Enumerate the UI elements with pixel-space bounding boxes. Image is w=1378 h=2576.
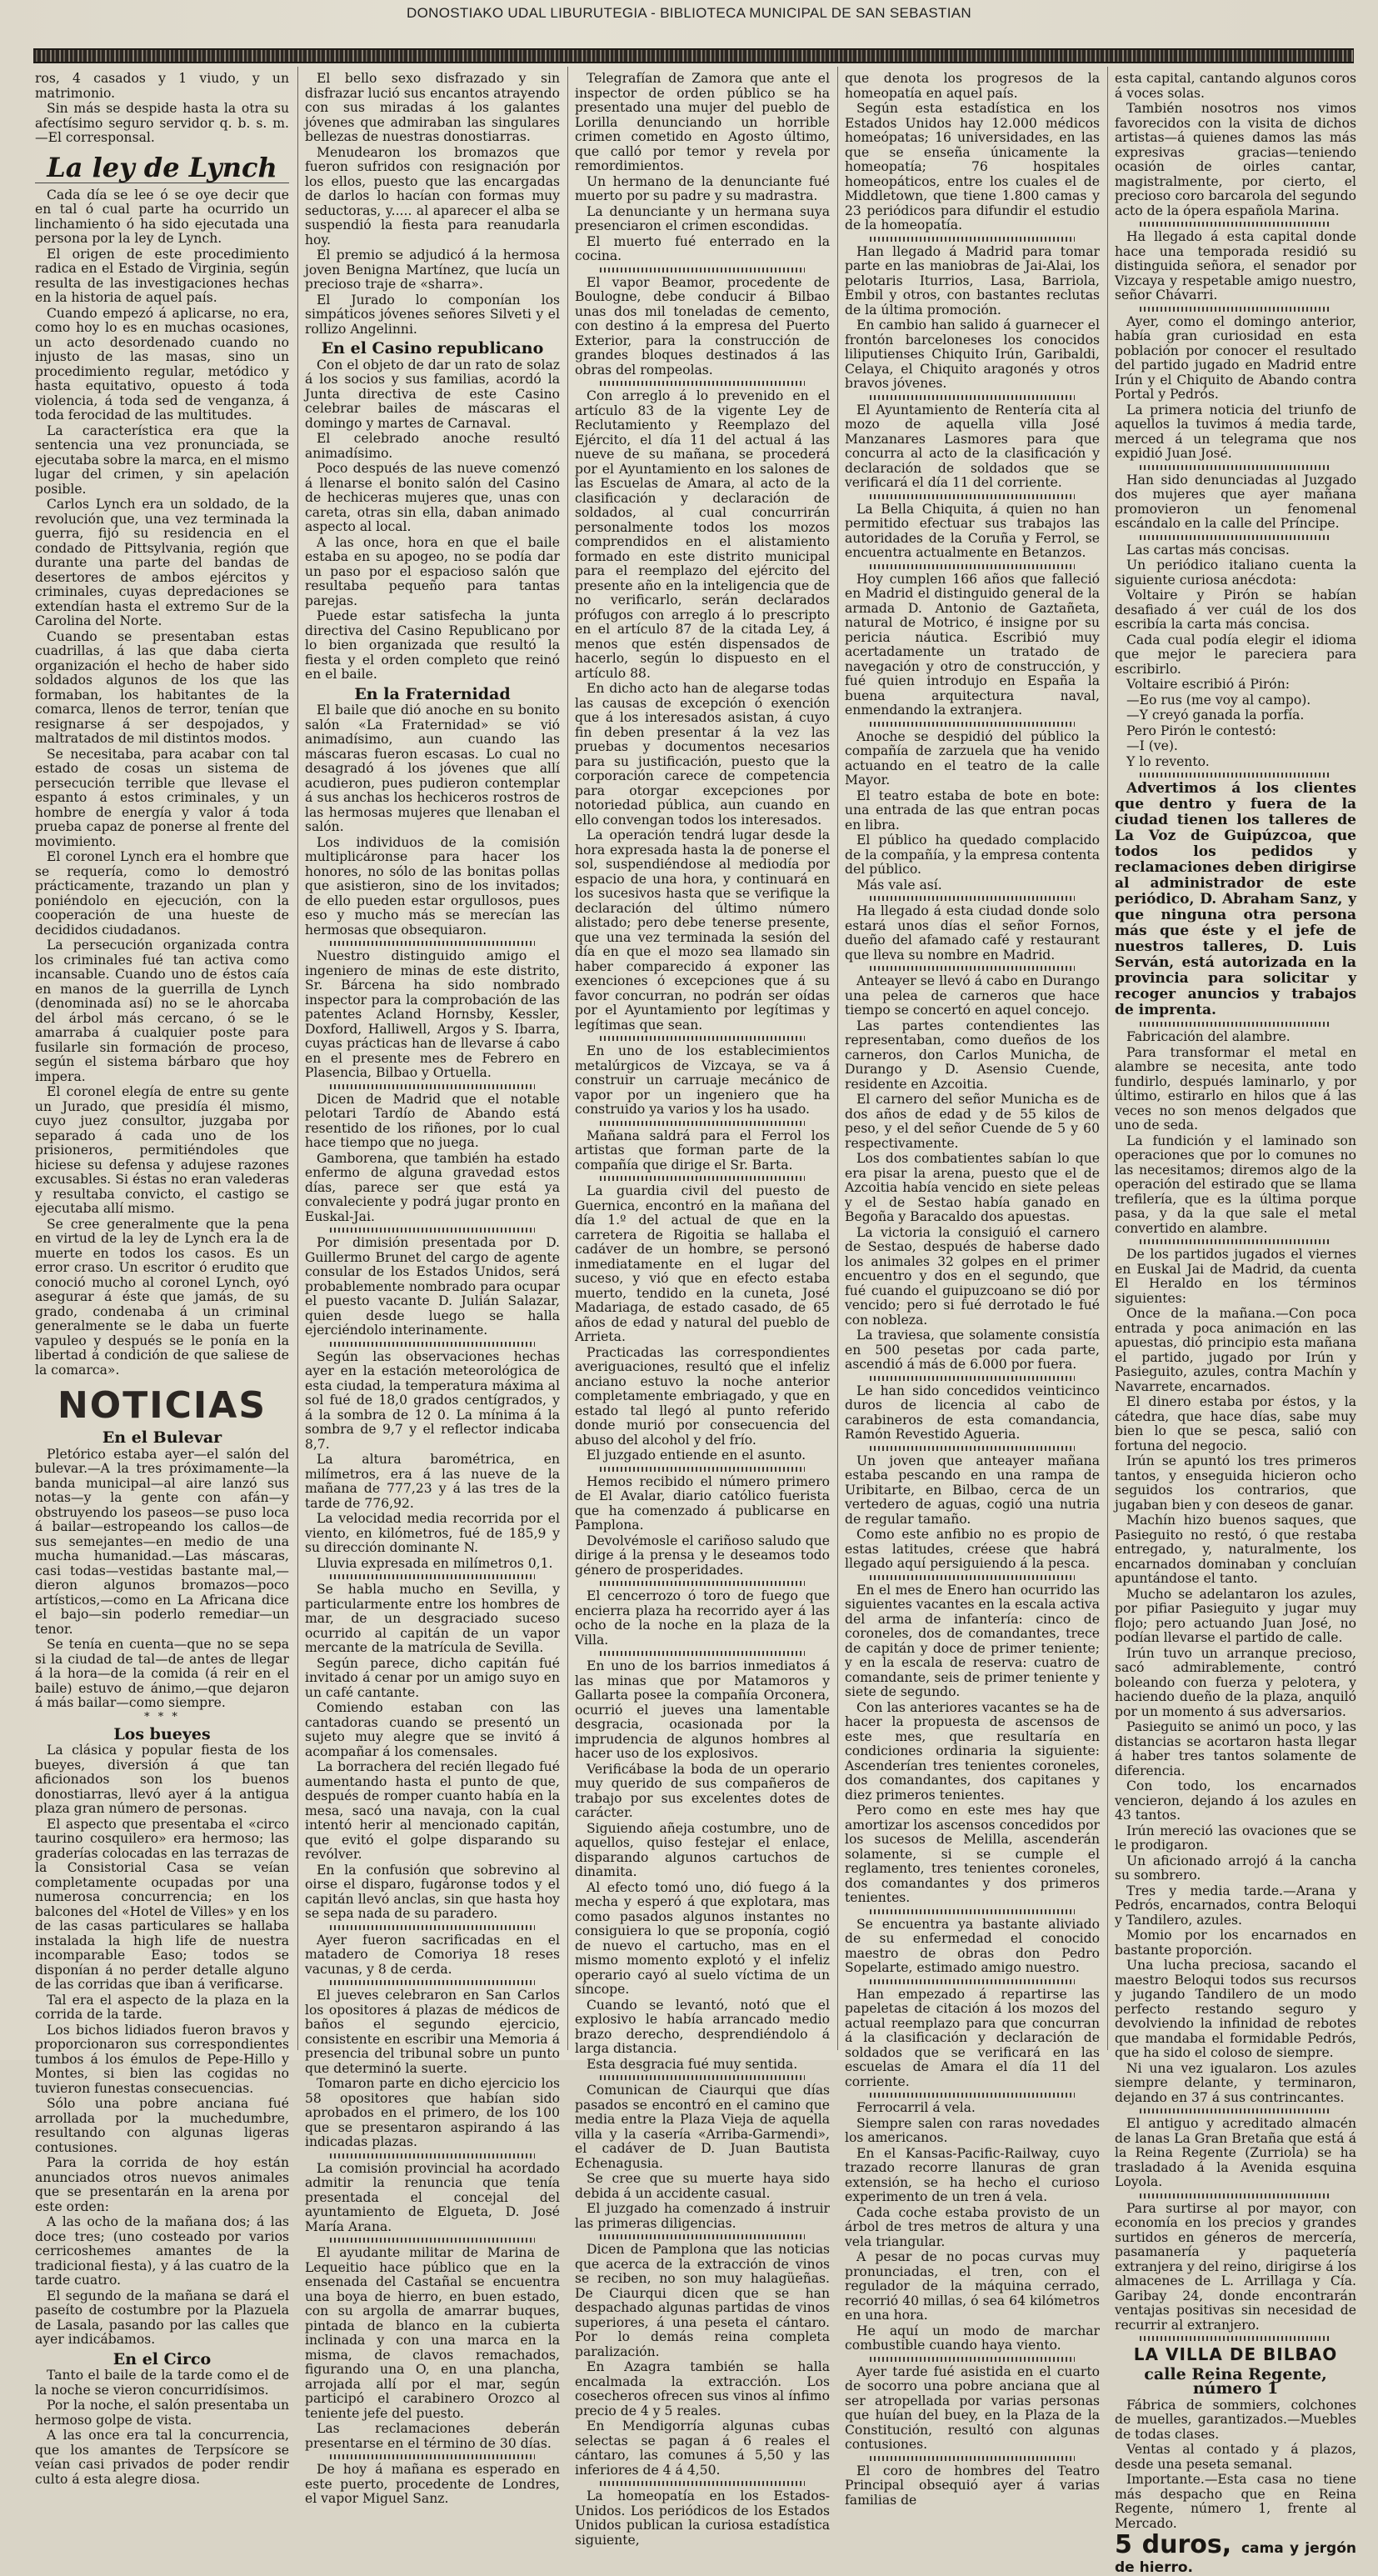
paragraph: La victoria la consiguió el carnero de Sestao, después de haberse dado los animales 32 golpes en el primer encuentro y dos en el segundo, que fué cuando el guipuzcoano se dió por vencido; pero si fué derrotado le fué con nobleza. [845,1224,1100,1328]
paragraph: De hoy á mañana es esperado en este puerto, procedente de Londres, el vapor Miguel Sanz. [305,2462,560,2506]
separator-rule [600,1581,805,1586]
separator-rule [330,1980,535,1985]
paragraph: A las ocho de la mañana dos; á las doce tres; (uno costeado por varios cerricoshemes amantes de la tradicional fiesta), y á las cuatro de la tarde cuatro. [35,2214,289,2288]
column-4 [845,71,1100,2508]
ad-price [1115,2530,1356,2576]
paragraph: Verificábase la boda de un operario muy querido de sus compañeros de trabajo por sus excelentes dotes de carácter. [575,1761,830,1820]
paragraph: En uno de los barrios inmediatos á las minas que por Matamoros y Gallarta posee la compañía Orconera, ocurrió el jueves una lamentable desgracia, ocasionada por la imprudencia de algunos hombres al hacer uso de los explosivos. [575,1658,830,1761]
separator-rule [870,966,1075,971]
paragraph: Gamborena, que también ha estado enfermo de alguna gravedad estos días, parece ser que está ya convaleciente y podrá jugar pronto en Euskal-Jai. [305,1150,560,1224]
paragraph: La característica era que la sentencia una vez pronunciada, se ejecutaba sobre la marca, en el mismo lugar del crimen, y sin apelación posible. [35,423,289,497]
separator-rule [600,2075,805,2080]
subheading: En el Bulevar [102,1428,222,1447]
section-title-ley-de-lynch: La ley de Lynch [35,153,289,183]
separator-rule [600,2234,805,2239]
paragraph: A las once, hora en que el baile estaba en su apogeo, no se podía dar un paso por el espacioso salón que resultaba pequeño para tantas parejas. [305,534,560,608]
paragraph: Sólo una pobre anciana fué arrollada por la muchedumbre, resultando con algunas ligeras contusiones. [35,2096,289,2155]
separator-rule [1140,2108,1331,2113]
separator-rule [330,1342,535,1347]
paragraph: Voltaire escribió á Pirón: [1126,677,1290,692]
paragraph: En dicho acto han de alegarse todas las causas de excepción ó exención que á los interesados asistan, á cuyo fin deben presentar á la vez las pruebas y documentos necesarios para su justificación, puesto que la corporación carece de competencia para otorgar excepciones por notoriedad pública, aun cuando en ello convengan todos los interesados. [575,681,830,828]
separator-rule [330,1925,535,1930]
paragraph: Ventas al contado y á plazos, desde una peseta semanal. [1115,2442,1356,2472]
paragraph: La clásica y popular fiesta de los bueyes, diversión á que tan aficionados son los buenos donostiarras, llevó ayer á la antigua plaza gran número de personas. [35,1743,289,1816]
paragraph: El celebrado anoche resultó animadísimo. [305,431,560,461]
paragraph: El antiguo y acreditado almacén de lanas La Gran Bretaña que está á la Reina Regente (Zurriola) se ha trasladado á la Avenida esquina Loyola. [1115,2116,1356,2189]
paragraph: Un joven que anteayer mañana estaba pescando en una rampa de Uribitarte, en Bilbao, cerca de un vertedero de aguas, cogió una nutria de regular tamaño. [845,1453,1100,1527]
paragraph: Anoche se despidió del público la compañía de zarzuela que ha venido actuando en el teatro de la calle Mayor. [845,728,1100,788]
paragraph: Momio por los encarnados en bastante proporción. [1115,1928,1356,1958]
paragraph: Un periódico italiano cuenta la siguiente curiosa anécdota: [1115,558,1356,588]
separator-rule [330,1574,535,1579]
column-rule [837,67,838,2050]
paragraph: Fábrica de sommiers, colchones de muelles, garantizados.—Muebles de todas clases. [1115,2397,1356,2442]
separator-rule [870,2456,1075,2461]
paragraph: Y lo revento. [1126,753,1210,769]
separator-rule [600,1036,805,1041]
separator-rule [870,564,1075,569]
paragraph: Cuando empezó á aplicarse, no era, como hoy lo es en muchas ocasiones, un acto desordenado cuando no injusto de las masas, sino un procedimiento regular, metódico y hasta equitativo, opuesto á toda violencia, á toda sed de venganza, á toda ferocidad de las multitudes. [35,305,289,423]
paragraph: La fundición y el laminado son operaciones que por lo comunes no las necesitamos; diremos algo de la operación del estirado que se llama trefilería, que es la última porque pasa, y da la que sale el metal convertido en alambre. [1115,1133,1356,1236]
separator-rule [870,722,1075,727]
paragraph: Pero como en este mes hay que amortizar los ascensos concedidos por los sucesos de Melilla, ascenderán solamente, si se cumple el reglamento, tres tenientes coroneles, dos comandantes y dos primeros tenientes. [845,1803,1100,1905]
paragraph: Los dos combatientes sabían lo que era pisar la arena, puesto que el de Azcoitia había vencido en siete peleas y el de Sestao había ganado en Begoña y Baracaldo dos apuestas. [845,1151,1100,1224]
paragraph: En Mendigorría algunas cubas selectas se pagan á 6 reales el cántaro, las comunes á 5,50 y las inferiores de 4 á 4,50. [575,2418,830,2478]
paragraph: También nosotros nos vimos favorecidos con la visita de dichos artistas—á quienes damos las más expresivas gracias—teniendo ocasión de oirles cantar, magistralmente, por cierto, el precioso coro barcarola del segundo acto de la ópera española Marina. [1115,101,1356,218]
paragraph: Devolvémosle el cariñoso saludo que dirige á la prensa y le deseamos todo género de prosperidades. [575,1533,830,1578]
paragraph: Los bichos lidiados fueron bravos y proporcionaron sus correspondientes tumbos á los émulos de Pepe-Hillo y Montes, si bien las cogidas no tuvieron funestas consecuencias. [35,2022,289,2096]
paragraph: El origen de este procedimiento radica en el Estado de Virginia, según resulta de las investigaciones hechas en la historia de aquel país. [35,246,289,305]
paragraph: El bello sexo disfrazado y sin disfrazar lució sus encantos atrayendo con sus miradas á los galantes jóvenes que admiraban las singulares bellezas de nuestras donostiarras. [305,71,560,144]
separator-rule [1140,2336,1331,2341]
paragraph: que denota los progresos de la homeopatía en aquel país. [845,71,1100,101]
paragraph: El ayudante militar de Marina de Lequeitio hace público que en la ensenada del Castañal se encuentra una boya de hierro, en buen estado, con su argolla de amarrar buques, pintada de blanco en la cubierta inclinada y con una marca en la misma, de clavos remachados, figurando una O, en una plancha, arrojada allí por el mar, según participó el carabinero Orozco al teniente jefe del puesto. [305,2245,560,2421]
paragraph: Nuestro distinguido amigo el ingeniero de minas de este distrito, Sr. Bárcena ha sido nombrado inspector para la comprobación de las patentes Acland Hornsby, Kessler, Doxford, Halliwell, Argos y S. Ibarra, cuyas prácticas han de llevarse á cabo en el presente mes de Febrero en Plasencia, Bilbao y Ortuella. [305,948,560,1080]
paragraph: El aspecto que presentaba el «circo taurino cosquilero» era hermoso; las graderías colocadas en las terrazas de la Consistorial Casa se veían completamente ocupadas por una numerosa concurrencia; en los balcones del «Hotel de Villes» y en los de las casas particulares se hallaba instalada la high life de nuestra incomparable Easo; todos se disponían á no perder detalle alguno de las corridas que iban á verificarse. [35,1816,289,1992]
paragraph: Dicen de Madrid que el notable pelotari Tardío de Abando está resentido de los riñones, por lo cual hace tiempo que no juega. [305,1091,560,1150]
paragraph: Para surtirse al por mayor, con economía en los precios y grandes surtidos en géneros de mercería, pasamanería y paquetería extranjera y del reino, dirigirse á los almacenes de L. Arrillaga y Cía. Garibay 24, donde encontrarán ventajas positivas sin necesidad de recurrir al extranjero. [1115,2200,1356,2333]
separator-rule [330,2454,535,2459]
paragraph: En la confusión que sobrevino al oirse el disparo, fugáronse todos y el capitán llevó anclas, sin que hasta hoy se sepa nada de su paradero. [305,1862,560,1921]
paragraph: Tomaron parte en dicho ejercicio los 58 opositores que habían sido aprobados en el primero, de los 100 que se presentaron aspirando á las indicadas plazas. [305,2076,560,2149]
paragraph: —Eo rus (me voy al campo). [1126,692,1311,708]
paragraph: Hoy cumplen 166 años que falleció en Madrid el distinguido general de la armada D. Antonio de Gaztañeta, natural de Motrico, é insigne por su pericia náutica. Escribió muy acertadamente un tratado de navegación y otro de construcción, y fué quien introdujo en España la buena arquitectura naval, enmendando la extranjera. [845,571,1100,718]
separator-rule [1140,1022,1331,1027]
paragraph: En el Kansas-Pacific-Railway, cuyo trazado recorre llanuras de gran extensión, se ha hecho el curioso experimento de un tren á vela. [845,2145,1100,2204]
paragraph: El público ha quedado complacido de la compañía, y la empresa contenta del público. [845,833,1100,877]
paragraph: Una lucha preciosa, sacando el maestro Beloqui todos sus recursos y jugando Tandilero de un modo perfecto restando seguro y devolviendo la infinidad de rebotes que mandaba el formidable Pedrós, que ha sido el coloso de siempre. [1115,1958,1356,2060]
paragraph: Ayer fueron sacrificadas en el matadero de Comoriya 18 reses vacunas, y 8 de cerda. [305,1932,560,1977]
paragraph: El segundo de la mañana se dará el paseíto de costumbre por la Plazuela de Lasala, pasando por las calles que ayer indicábamos. [35,2288,289,2347]
paragraph: Ayer, como el domingo anterior, había gran curiosidad en esta población por conocer el resultado del partido jugado en Madrid entre Irún y el Chiquito de Abando contra Portal y Pedrós. [1115,313,1356,402]
paragraph: La homeopatía en los Estados-Unidos. Los periódicos de los Estados Unidos publican la curiosa estadística siguiente, [575,2488,830,2548]
column-3 [575,71,830,2548]
paragraph: Pasieguito se animó un poco, y las distancias se acortaron hasta llegar á haber tres tantos solamente de diferencia. [1115,1719,1356,1778]
separator-rule [870,1979,1075,1984]
paragraph: —I (ve). [1126,738,1178,753]
paragraph: Se tenía en cuenta—que no se sepa si la ciudad de tal—de antes de llegar á la hora—de la comida (á reir en el baile) estuvo de ánimo,—que dejaron á más bailar—como siempre. [35,1637,289,1710]
separator-rule [870,1376,1075,1381]
paragraph: Le han sido concedidos veinticinco duros de licencia al cabo de carabineros de esta comandancia, Ramón Revestido Agueria. [845,1383,1100,1442]
column-rule [1107,67,1108,2050]
ad-title: LA VILLA DE BILBAO [1133,2344,1338,2364]
paragraph: Cada coche estaba provisto de un árbol de tres metros de altura y una vela triangular. [845,2204,1100,2249]
paragraph: La borrachera del recién llegado fué aumentando hasta el punto de que, después de romper cuanto había en la mesa, sacó una navaja, con la cual intentó herir al mencionado capitán, que evitó el golpe disparando su revólver. [305,1759,560,1862]
paragraph: Siguiendo añeja costumbre, uno de aquellos, quiso festejar el enlace, disparando algunos cartuchos de dinamita. [575,1820,830,1879]
separator-rule [330,941,535,946]
paragraph: Dicen de Pamplona que las noticias que acerca de la extracción de vinos se reciben, no son muy halagüeñas. De Ciaurqui dicen que se han despachado algunas partidas de vinos superiores, á una peseta el cántaro. Por lo demás reina completa paralización. [575,2242,830,2359]
paragraph: Irún tuvo un arranque precioso, sacó admirablemente, contró boleando con fuerza y pelotera, y haciendo dueño de la plaza, anquiló por un momento á sus adversarios. [1115,1645,1356,1719]
separator-rule [1140,307,1331,312]
paragraph: Tal era el aspecto de la plaza en la corrida de la tarde. [35,1992,289,2022]
paragraph: Según esta estadística en los Estados Unidos hay 12.000 médicos homeópatas; 16 universidades, en las que se enseña únicamente la homeopatía; 76 hospitales homeopáticos, entre los cuales el de Middletown, que tiene 1.800 camas y 23 periódicos para difundir el estudio de la homeopatía. [845,101,1100,233]
separator-rule [600,1121,805,1126]
paragraph: Para transformar el metal en alambre se necesita, ante todo fundirlo, después laminarlo, y por último, estirarlo en hilos que á las veces no son menos delgados que uno de seda. [1115,1044,1356,1133]
paragraph: Puede estar satisfecha la junta directiva del Casino Republicano por lo bien organizada que resultó la fiesta y el orden completo que reinó en el baile. [305,608,560,682]
paragraph: La denunciante y un hermana suya presenciaron el crimen escondidas. [575,203,830,233]
paragraph: A pesar de no pocas curvas muy pronunciadas, el tren, con el regulador de la máquina cerrado, recorrió 40 millas, ó sea 64 kilómetros en una hora. [845,2249,1100,2323]
paragraph: Ni una vez igualaron. Los azules siempre delante, y terminaron, dejando en 37 á sus contrincantes. [1115,2060,1356,2105]
paragraph: Se necesitaba, para acabar con tal estado de cosas un sistema de persecución terrible que llevase el espanto á estos criminales, y un hombre de energía y valor á toda prueba capaz de ponerse al frente del movimiento. [35,746,289,849]
separator-rule [1140,773,1331,778]
separator-rule [870,896,1075,901]
library-banner: DONOSTIAKO UDAL LIBURUTEGIA - BIBLIOTECA MUNICIPAL DE SAN SEBASTIAN [407,5,971,21]
separator-rule [600,1176,805,1181]
subheading: En la Fraternidad [354,684,511,703]
subheading: En el Circo [112,2349,212,2368]
paragraph: Para la corrida de hoy están anunciados otros nuevos animales que se presentarán en la arena por este orden: [35,2155,289,2214]
paragraph: En el mes de Enero han ocurrido las siguientes vacantes en la escala activa del arma de infantería: cinco de coroneles, dos de comandantes, trece de capitán y doce de primer teniente; y en la escala de reserva: cuatro de comandante, seis de primer teniente y siete de segundo. [845,1582,1100,1699]
paragraph: El baile que dió anoche en su bonito salón «La Fraternidad» se vió animadísimo, aun cuando las máscaras fueron escasas. Lo cual no desagradó á los jóvenes que allí acudieron, pues pudieron contemplar á sus anchas los hechiceros rostros de las hermosas mujeres que llenaban el salón. [305,703,560,834]
separator-rule [1140,1239,1331,1244]
paragraph: Irún mereció las ovaciones que se le prodigaron. [1115,1823,1356,1853]
paragraph: El juzgado entiende en el asunto. [587,1448,806,1463]
paragraph: Fabricación del alambre. [1126,1029,1291,1044]
separator-rule [330,2238,535,2243]
paragraph: Las cartas más concisas. [1126,542,1290,558]
paragraph: Telegrafían de Zamora que ante el inspector de orden público se ha presentado una mujer del pueblo de Lorilla denunciando un horrible crimen cometido en Agosto último, que calló por temor y revela por remordimientos. [575,71,830,173]
separator-rule [330,2153,535,2158]
paragraph: En uno de los establecimientos metalúrgicos de Vizcaya, se va á construir un carruaje mecánico de vapor por un ingeniero que ha construido ya varios y los ha usado. [575,1043,830,1117]
subheading: Los bueyes [113,1724,211,1743]
paragraph: Por dimisión presentada por D. Guillermo Brunet del cargo de agente consular de los Estados Unidos, será probablemente nombrado para ocupar el puesto vacante D. Julián Salazar, quien desde luego se halla ejerciéndolo interinamente. [305,1235,560,1338]
paragraph: La velocidad media recorrida por el viento, en kilómetros, fué de 185,9 y su dirección dominante N. [305,1511,560,1555]
paragraph: Esta desgracia fué muy sentida. [587,2056,798,2072]
paragraph: Con todo, los encarnados vencieron, dejando á los azules en 43 tantos. [1115,1778,1356,1823]
paragraph: La comisión provincial ha acordado admitir la renuncia que tenía presentada el concejal del ayuntamiento de Elgueta, D. José María Arana. [305,2160,560,2234]
paragraph: Se encuentra ya bastante aliviado de su enfermedad el conocido maestro de obras don Pedro Sopelarte, estimado amigo nuestro. [845,1916,1100,1975]
column-rule [297,67,298,2050]
paragraph: Ayer tarde fué asistida en el cuarto de socorro una pobre anciana que al ser atropellada por varias personas que huían del buey, en la Plaza de la Constitución, resultó con algunas contusiones. [845,2363,1100,2452]
paragraph: En cambio han salido á guarnecer el frontón barceloneses los conocidos liliputienses Chiquito Irún, Garibaldi, Celaya, el Chiquito aragonés y otros bravos jóvenes. [845,318,1100,391]
separator-rule [330,1228,535,1233]
paragraph: Menudearon los bromazos que fueron sufridos con resignación por los ellos, puesto que las encargadas de darlos lo hacían con formas muy seductoras, y..... al aparecer el alba se suspendió la fiesta para reanudarla hoy. [305,144,560,248]
ad-price-amount: 5 duros, [1115,2530,1232,2559]
masthead-rule [33,48,1354,63]
paragraph: Un aficionado arrojó á la cancha su sombrero. [1115,1853,1356,1883]
paragraph: He aquí un modo de marchar combustible cuando haya viento. [845,2323,1100,2353]
separator-rule [870,494,1075,499]
paragraph: Con arreglo á lo prevenido en el artículo 83 de la vigente Ley de Reclutamiento y Reemplazo del Ejército, el día 11 del actual á las nueve de su mañana, se procederá por el Ayuntamiento en los salones de las Escuelas de Amara, al acto de la clasificación y declaración de soldados, al cual concurrirán personalmente todos los mozos comprendidos en el alistamiento formado en este distrito municipal para el reemplazo del ejército del presente año en la inteligencia que de no verificarlo, serán declarados prófugos con arreglo á lo prescripto en el artículo 87 de la citada Ley, á menos que estén dispensados de hacerlo, según lo dispuesto en el artículo 88. [575,388,830,681]
paragraph: Comunican de Ciaurqui que días pasados se encontró en el camino que media entre la Plaza Vieja de aquella villa y la casería «Arriba-Garmendi», el cadáver de D. Juan Bautista Echenagusia. [575,2083,830,2171]
paragraph: Ferrocarril á vela. [856,2100,976,2115]
paragraph: El premio se adjudicó á la hermosa joven Benigna Martínez, que lucía un precioso traje de «sharra». [305,248,560,292]
separator-stars: * * * [144,1710,180,1723]
paragraph: —Y creyó ganada la porfía. [1126,708,1305,723]
paragraph: Las reclamaciones deberán presentarse en el término de 30 días. [305,2421,560,2451]
advertising-notice: Advertimos á los clientes que dentro y fuera de la ciudad tienen los talleres de La Voz de Guipúzcoa, que todos los pedidos y reclamaciones deben dirigirse al administrador de este periódico, D. Abraham Sanz, y que ninguna otra persona más que éste y el jefe de nuestros talleres, D. Luis Serván, está autorizada en la provincia para solicitar y recoger anuncios y trabajos de imprenta. [1115,780,1356,1018]
paragraph: Mañana saldrá para el Ferrol los artistas que forman parte de la compañía que dirige el Sr. Barta. [575,1128,830,1173]
paragraph: Las partes contendientes las representaban, como dueños de los carneros, don Carlos Municha, de Durango y D. Asensio Cuende, residente en Azcoitia. [845,1018,1100,1092]
paragraph: Comiendo estaban con las cantadoras cuando se presentó un sujeto muy alegre que se invitó á acompañar á los comensales. [305,1700,560,1759]
paragraph: La operación tendrá lugar desde la hora expresada hasta la de ponerse el sol, suspendiéndose al mediodía por espacio de una hora, y continuará en los sucesivos hasta que se verifique la declaración del último número alistado; pero debe tenerse presente, que una vez terminada la sesión del día en que el mozo sea llamado sin haber comparecido á exponer las exenciones ó excepciones que á su favor concurran, no podrán ser oídas por el Ayuntamiento por legítimas y legítimas que sean. [575,828,830,1033]
paragraph: De los partidos jugados el viernes en Euskal Jai de Madrid, da cuenta El Heraldo en los términos siguientes: [1115,1247,1356,1306]
paragraph: Se cree que su muerte haya sido debida á un accidente casual. [575,2171,830,2201]
separator-rule [1140,535,1331,540]
paragraph: Importante.—Esta casa no tiene más despacho que en Reina Regente, número 1, frente al Mercado. [1115,2472,1356,2531]
subheading: En el Casino republicano [321,339,544,358]
paragraph: Han llegado á Madrid para tomar parte en las maniobras de Jai-Alai, los pelotaris Iturrios, Lasa, Barriola, Embil y otros, con bastantes reclutas de la última promoción. [845,243,1100,318]
separator-rule [870,1909,1075,1914]
paragraph: Cada cual podía elegir el idioma que mejor le pareciera para escribirlo. [1115,632,1356,677]
paragraph: La primera noticia del triunfo de aquellos la tuvimos á media tarde, merced á un telegrama que nos expidió Juan José. [1115,402,1356,461]
separator-rule [1140,2193,1331,2198]
column-2 [305,71,560,2506]
separator-rule [870,1446,1075,1451]
paragraph: Tres y media tarde.—Arana y Pedrós, encarnados, contra Beloqui y Tandilero, azules. [1115,1883,1356,1928]
paragraph: Cuando se levantó, notó que el explosivo le había arrancado medio brazo derecho, desprendiéndolo á larga distancia. [575,1997,830,2056]
separator-rule [600,2481,805,2486]
paragraph: Machín hizo buenos saques, que Pasieguito no restó, ó que restaba entregado, y, naturalmente, los encarnados dominaban y concluían apuntándose el tanto. [1115,1513,1356,1586]
paragraph: Ha llegado á esta capital donde hace una temporada residió su distinguida señora, el senador por Vizcaya y respetable amigo nuestro, señor Chávarri. [1115,229,1356,303]
paragraph: Ha llegado á esta ciudad donde solo estará unos días el señor Fornos, dueño del afamado café y restaurant que lleva su nombre en Madrid. [845,903,1100,963]
paragraph: Al efecto tomó uno, dió fuego á la mecha y esperó á que explotara, mas como pasados algunos instantes no consiguiera lo que se proponía, cogió de nuevo el cartucho, mas en el mismo momento explotó y el infeliz operario cayó al suelo víctima de un síncope. [575,1879,830,1997]
paragraph: Siempre salen con raras novedades los americanos. [845,2115,1100,2145]
paragraph: Más vale así. [856,877,942,893]
paragraph: El coronel Lynch era el hombre que se requería, como lo demostró prácticamente, trazando un plan y poniéndolo en ejecución, con la cooperación de una hueste de decididos ciudadanos. [35,849,289,938]
paragraph: Irún se apuntó los tres primeros tantos, y enseguida hicieron ocho seguidos los contrarios, que jugaban bien y con deseos de ganar. [1115,1453,1356,1513]
separator-rule [1140,465,1331,470]
paragraph: Mucho se adelantaron los azules, por pifiar Pasieguito y jugar muy flojo; pero actuando Juan José, no podían llevarse el partido de calle. [1115,1586,1356,1645]
paragraph: Pletórico estaba ayer—el salón del bulevar.—A la tres próximamente—la banda municipal—al aire lanzó sus notas—y la gente con afán—y obstruyendo los paseos—se puso loca á bailar—estropeando los callos—de sus semejantes—en medio de una mucha humanidad.—Las máscaras, casi todas—vestidas bastante mal,—dieron algunos bromazos—poco artísticos,—como en La Africana dice el bajo—sin poderlo remediar—un tenor. [35,1446,289,1637]
paragraph: El coro de hombres del Teatro Principal obsequió ayer á varias familias de [845,2463,1100,2508]
paragraph: Con el objeto de dar un rato de solaz á los socios y sus familias, acordó la Junta directiva de este Casino celebrar bailes de máscaras el domingo y martes de Carnaval. [305,357,560,431]
separator-rule [600,268,805,273]
paragraph: Con las anteriores vacantes se ha de hacer la propuesta de ascensos de este mes, que resultaría en condiciones ordinaria la siguiente: Ascenderían tres tenientes coroneles, dos comandantes, dos capitanes y diez primeros tenientes. [845,1699,1100,1803]
paragraph: ros, 4 casados y 1 viudo, y un matrimonio. [35,71,289,101]
separator-rule [600,1467,805,1472]
paragraph: El Jurado lo componían los simpáticos jóvenes señores Silveti y el rollizo Angelinni. [305,292,560,337]
paragraph: Sin más se despide hasta la otra su afectísimo seguro servidor q. b. s. m.—El corresponsal. [35,101,289,145]
paragraph: El jueves celebraron en San Carlos los opositores á plazas de médicos de baños el segundo ejercicio, consistente en escribir una Memoria á presencia del tribunal sobre un punto que determinó la suerte. [305,1988,560,2076]
ad-price-item: cama y jergón de hierro. [1115,2540,1356,2576]
paragraph: Lluvia expresada en milímetros 0,1. [317,1555,553,1571]
paragraph: Voltaire y Pirón se habían desafiado á ver cuál de los dos escribía la carta más concisa. [1115,588,1356,632]
paragraph: Practicadas las correspondientes averiguaciones, resultó que el infeliz anciano estuvo la noche anterior completamente embriagado, y que en estado tal llegó al punto referido donde murió por consecuencia del abuso del alcohol y del frío. [575,1344,830,1448]
paragraph: Anteayer se llevó á cabo en Durango una pelea de carneros que hace tiempo se concertó en aquel concejo. [845,973,1100,1018]
paragraph: Como este anfibio no es propio de estas latitudes, créese que habrá llegado aquí persiguiendo á la pesca. [845,1527,1100,1571]
paragraph: El Ayuntamiento de Rentería cita al mozo de aquella villa José Manzanares Lasmores para que concurra al acto de la clasificación y declaración de soldados que se verificará el día 11 del corriente. [845,402,1100,490]
noticias-heading: NOTICIAS [57,1384,267,1427]
column-1 [35,71,289,2487]
paragraph: El coronel elegía de entre su gente un Jurado, que presidía él mismo, cuyo juez consultor, juzgaba por separado á cada uno de los prisioneros, permitiéndoles que hiciese su defensa y adujese razones excusables. Si éstas no eran valederas y resultaba convicto, el castigo se ejecutaba allí mismo. [35,1084,289,1216]
separator-rule [1140,222,1331,227]
paragraph: La persecución organizada contra los criminales fué tan activa como incansable. Cuando uno de éstos caía en manos de la guerrilla de Lynch (denominada así) no se le ahorcaba del árbol más cercano, ó se le amarraba á cualquier poste para fusilarle sin formación de proceso, según el sistema bárbaro que hoy impera. [35,938,289,1084]
paragraph: Pero Pirón le contestó: [1126,723,1276,738]
paragraph: A las once era tal la concurrencia, que los amantes de Terpsícore se veían casi privados de poder rendir culto á esta alegre diosa. [35,2428,289,2487]
paragraph: El cencerrozo ó toro de fuego que encierra plaza ha recorrido ayer á las ocho de la noche en la plaza de la Villa. [575,1588,830,1648]
paragraph: Cuando se presentaban estas cuadrillas, á las que daba cierta organización el hecho de haber sido soldados algunos de los que las formaban, los habitantes de la comarca, llenos de terror, tenían que resignarse á ser despojados, y maltratados de mil distintos modos. [35,628,289,746]
column-5 [1115,71,1356,2576]
separator-rule [870,2357,1075,2362]
separator-rule [600,381,805,386]
paragraph: Poco después de las nueve comenzó á llenarse el bonito salón del Casino de hechiceras mujeres que, unas con careta, otras sin ella, daban animado aspecto al local. [305,461,560,534]
paragraph: esta capital, cantando algunos coros á voces solas. [1115,71,1356,101]
separator-rule [870,395,1075,400]
separator-rule [870,2093,1075,2098]
paragraph: La guardia civil del puesto de Guernica, encontró en la mañana del día 1.º del actual de que en la carretera de Rigoitia se hallaba el cadáver de un hombre, se personó inmediatamente en el lugar del suceso, y vió que en efecto estaba muerto, tendido en la cuneta, José Madariaga, de estado casado, de 65 años de edad y natural del pueblo de Arrieta. [575,1183,830,1344]
paragraph: La altura barométrica, en milímetros, era á las nueve de la mañana de 777,23 y á las tres de la tarde de 776,92. [305,1452,560,1511]
separator-rule [870,237,1075,242]
paragraph: Los individuos de la comisión multiplicáronse para hacer los honores, no sólo de las bonitas pollas que asistieron, sino de los invitados; de ello pueden estar orgullosos, pues eso y mucho más se merecían las hermosas que obsequiaron. [305,834,560,938]
separator-rule [600,1651,805,1656]
paragraph: Han sido denunciadas al Juzgado dos mujeres que ayer mañana promovieron un fenomenal escándalo en la calle del Príncipe. [1115,472,1356,531]
paragraph: Se cree generalmente que la pena en virtud de la ley de Lynch era la de muerte en todos los casos. Es un error craso. Un escritor ó erudito que conoció mucho al coronel Lynch, oyó asegurar á éste que jamás, de su grado, condenaba á un criminal generalmente se le daba un fuerte vapuleo y después se le ponía en la libertad á condición de que saliese de la comarca». [35,1216,289,1378]
paragraph: Cada día se lee ó se oye decir que en tal ó cual parte ha ocurrido un linchamiento ó ha sido ejecutada una persona por la ley de Lynch. [35,187,289,246]
paragraph: Según parece, dicho capitán fué invitado á cenar por un amigo suyo en un café cantante. [305,1655,560,1700]
paragraph: Según las observaciones hechas ayer en la estación meteorológica de esta ciudad, la temperatura máxima al sol fué de 18,0 grados centígrados, y á la sombra de 12 0. La mínima á la sombra de 9,7 y el reflector indicaba 8,7. [305,1348,560,1452]
paragraph: El juzgado ha comenzado á instruir las primeras diligencias. [575,2201,830,2231]
paragraph: Once de la mañana.—Con poca entrada y poca animación en las apuestas, dió principio esta mañana el partido, jugado por Irún y Pasieguito, azules, contra Machín y Navarrete, encarnados. [1115,1306,1356,1394]
paragraph: Tanto el baile de la tarde como el de la noche se vieron concurridísimos. [35,2368,289,2398]
paragraph: La Bella Chiquita, á quien no han permitido efectuar sus trabajos las autoridades de la Coruña y Ferrol, se encuentra actualmente en Betanzos. [845,501,1100,560]
paragraph: Se habla mucho en Sevilla, y particularmente entre los hombres de mar, de un desgraciado suceso ocurrido al capitán de un vapor mercante de la matrícula de Sevilla. [305,1582,560,1655]
paragraph: El carnero del señor Municha es de dos años de edad y de 55 kilos de peso, y el del señor Cuende de 5 y 60 respectivamente. [845,1092,1100,1151]
ad-subtitle: calle Reina Regente, número 1 [1144,2364,1327,2398]
paragraph: En Azagra también se halla encalmada la extracción. Los cosecheros ofrecen sus vinos al ínfimo precio de 4 y 5 reales. [575,2359,830,2418]
paragraph: Un hermano de la denunciante fué muerto por su padre y su madrastra. [575,173,830,203]
paragraph: El muerto fué enterrado en la cocina. [575,233,830,263]
paragraph: Carlos Lynch era un soldado, de la revolución que, una vez terminada la guerra, fijó su residencia en el condado de Pittsylvania, región que durante una parte del bandas de desertores de ambos ejércitos y criminales, cuyas depredaciones se extendían hasta el extremo Sur de la Carolina del Norte. [35,497,289,628]
paragraph: Han empezado á repartirse las papeletas de citación á los mozos del actual reemplazo para que concurran á la clasificación y declaración de soldados que se verificará en las escuelas de Amara el día 11 del corriente. [845,1986,1100,2089]
column-rule [567,67,568,2050]
paragraph: El dinero estaba por éstos, y la cátedra, que hace días, sabe muy bien lo que se pesca, salió con fortuna del negocio. [1115,1394,1356,1453]
paragraph: Por la noche, el salón presentaba un hermoso golpe de vista. [35,2398,289,2428]
separator-rule [870,1575,1075,1580]
separator-rule [330,1084,535,1089]
paragraph: Hemos recibido el número primero de El Avalar, diario católico fuerista que ha comenzado á publicarse en Pamplona. [575,1473,830,1533]
paragraph: La traviesa, que solamente consistía en 500 pesetas por cada parte, ascendió á más de 6.000 por fuera. [845,1328,1100,1372]
paragraph: El vapor Beamor, procedente de Boulogne, debe conducir á Bilbao unas dos mil toneladas de cemento, con destino á la empresa del Puerto Exterior, para la construcción de grandes bloques destinados á las obras del rompeolas. [575,274,830,378]
paragraph: El teatro estaba de bote en bote: una entrada de las que entran pocas en libra. [845,788,1100,833]
